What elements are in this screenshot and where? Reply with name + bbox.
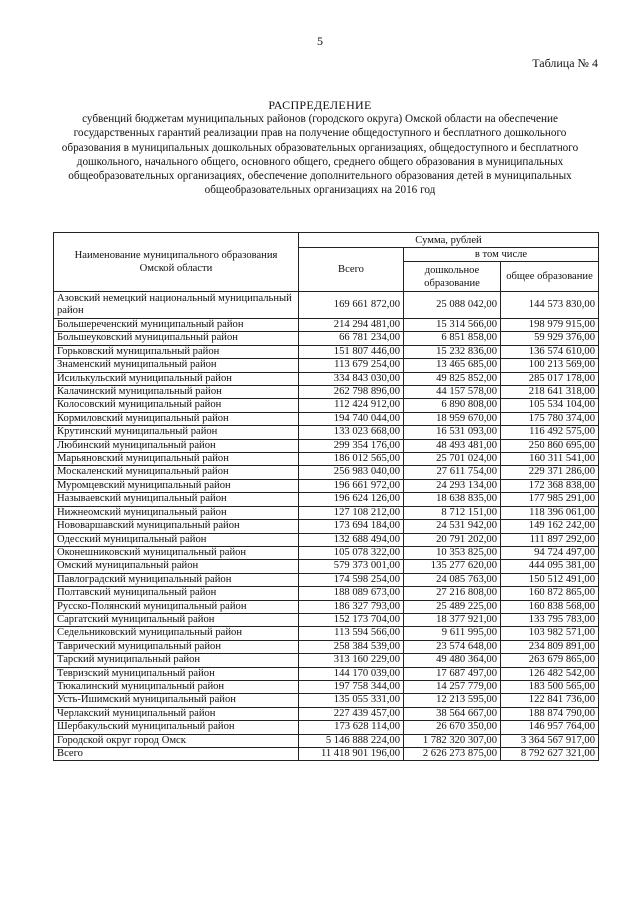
- cell-general: 172 368 838,00: [501, 479, 599, 492]
- cell-preschool: 44 157 578,00: [404, 386, 501, 399]
- cell-preschool: 6 851 858,00: [404, 332, 501, 345]
- table-row: [54, 680, 599, 693]
- cell-general: 118 396 061,00: [501, 506, 599, 519]
- cell-preschool: 23 574 648,00: [404, 640, 501, 653]
- cell-total: 262 798 896,00: [299, 386, 404, 399]
- cell-total: 105 078 322,00: [299, 546, 404, 559]
- cell-total: 5 146 888 224,00: [299, 734, 404, 747]
- header-including: в том числе: [404, 248, 599, 262]
- cell-general: 149 162 242,00: [501, 520, 599, 533]
- cell-district: Седельниковский муниципальный район: [54, 627, 299, 640]
- cell-total: 169 661 872,00: [299, 292, 404, 319]
- cell-district: Одесский муниципальный район: [54, 533, 299, 546]
- cell-total: 196 624 126,00: [299, 493, 404, 506]
- cell-district: Марьяновский муниципальный район: [54, 453, 299, 466]
- cell-total: 334 843 030,00: [299, 372, 404, 385]
- table-row: [54, 520, 599, 533]
- cell-district: Тарский муниципальный район: [54, 654, 299, 667]
- cell-district: Омский муниципальный район: [54, 560, 299, 573]
- cell-district: Любинский муниципальный район: [54, 439, 299, 452]
- cell-preschool: 6 890 808,00: [404, 399, 501, 412]
- cell-general: 229 371 286,00: [501, 466, 599, 479]
- cell-general: 198 979 915,00: [501, 319, 599, 332]
- cell-preschool: 18 377 921,00: [404, 613, 501, 626]
- cell-district: Знаменский муниципальный район: [54, 359, 299, 372]
- table-row: [54, 453, 599, 466]
- table-row: [54, 748, 599, 761]
- table-row: [54, 587, 599, 600]
- cell-district: Тевризский муниципальный район: [54, 667, 299, 680]
- table-row: [54, 372, 599, 385]
- table-row: [54, 319, 599, 332]
- cell-total: 258 384 539,00: [299, 640, 404, 653]
- cell-general: 133 795 783,00: [501, 613, 599, 626]
- cell-preschool: 10 353 825,00: [404, 546, 501, 559]
- cell-preschool: 24 531 942,00: [404, 520, 501, 533]
- cell-total: 113 679 254,00: [299, 359, 404, 372]
- cell-preschool: 135 277 620,00: [404, 560, 501, 573]
- cell-total: 214 294 481,00: [299, 319, 404, 332]
- table-row: [54, 479, 599, 492]
- cell-district: Всего: [54, 748, 299, 761]
- cell-district: Азовский немецкий национальный муниципальный район: [54, 292, 299, 319]
- table-row: [54, 707, 599, 720]
- cell-preschool: 13 465 685,00: [404, 359, 501, 372]
- cell-total: 256 983 040,00: [299, 466, 404, 479]
- cell-general: 105 534 104,00: [501, 399, 599, 412]
- table-row: [54, 399, 599, 412]
- cell-district: Кормиловский муниципальный район: [54, 412, 299, 425]
- cell-preschool: 25 088 042,00: [404, 292, 501, 319]
- table-row: [54, 386, 599, 399]
- cell-district: Усть-Ишимский муниципальный район: [54, 694, 299, 707]
- table-row: [54, 506, 599, 519]
- cell-total: 196 661 972,00: [299, 479, 404, 492]
- cell-preschool: 16 531 093,00: [404, 426, 501, 439]
- cell-general: 144 573 830,00: [501, 292, 599, 319]
- cell-general: 136 574 610,00: [501, 345, 599, 358]
- cell-district: Павлоградский муниципальный район: [54, 573, 299, 586]
- cell-district: Шербакульский муниципальный район: [54, 721, 299, 734]
- cell-preschool: 49 825 852,00: [404, 372, 501, 385]
- cell-general: 285 017 178,00: [501, 372, 599, 385]
- page-number: 5: [317, 34, 323, 48]
- cell-total: 313 160 229,00: [299, 654, 404, 667]
- cell-total: 113 594 566,00: [299, 627, 404, 640]
- cell-district: Крутинский муниципальный район: [54, 426, 299, 439]
- cell-total: 127 108 212,00: [299, 506, 404, 519]
- cell-general: 100 213 569,00: [501, 359, 599, 372]
- cell-general: 175 780 374,00: [501, 412, 599, 425]
- table-row: [54, 734, 599, 747]
- cell-total: 227 439 457,00: [299, 707, 404, 720]
- cell-general: 160 838 568,00: [501, 600, 599, 613]
- cell-preschool: 15 232 836,00: [404, 345, 501, 358]
- cell-preschool: 24 293 134,00: [404, 479, 501, 492]
- table-row: [54, 493, 599, 506]
- cell-preschool: 48 493 481,00: [404, 439, 501, 452]
- table-row: [54, 412, 599, 425]
- cell-district: Москаленский муниципальный район: [54, 466, 299, 479]
- cell-preschool: 20 791 202,00: [404, 533, 501, 546]
- cell-preschool: 25 489 225,00: [404, 600, 501, 613]
- cell-general: 183 500 565,00: [501, 680, 599, 693]
- cell-district: Колосовский муниципальный район: [54, 399, 299, 412]
- cell-general: 146 957 764,00: [501, 721, 599, 734]
- cell-district: Тюкалинский муниципальный район: [54, 680, 299, 693]
- cell-total: 173 628 114,00: [299, 721, 404, 734]
- cell-general: 177 985 291,00: [501, 493, 599, 506]
- header-preschool: дошкольное образование: [404, 262, 501, 292]
- table-row: [54, 439, 599, 452]
- table-row: [54, 667, 599, 680]
- table-row: [54, 560, 599, 573]
- cell-total: 151 807 446,00: [299, 345, 404, 358]
- cell-district: Нововаршавский муниципальный район: [54, 520, 299, 533]
- table-row: [54, 359, 599, 372]
- cell-district: Оконешниковский муниципальный район: [54, 546, 299, 559]
- cell-preschool: 27 216 808,00: [404, 587, 501, 600]
- cell-preschool: 24 085 763,00: [404, 573, 501, 586]
- table-row: [54, 573, 599, 586]
- cell-district: Городской округ город Омск: [54, 734, 299, 747]
- cell-general: 160 311 541,00: [501, 453, 599, 466]
- cell-total: 135 055 331,00: [299, 694, 404, 707]
- cell-general: 3 364 567 917,00: [501, 734, 599, 747]
- table-row: [54, 654, 599, 667]
- cell-district: Большереченский муниципальный район: [54, 319, 299, 332]
- cell-preschool: 15 314 566,00: [404, 319, 501, 332]
- header-name: Наименование муниципального образования Омской области: [54, 233, 299, 292]
- cell-district: Муромцевский муниципальный район: [54, 479, 299, 492]
- table-row: [54, 292, 599, 319]
- cell-district: Русско-Полянский муниципальный район: [54, 600, 299, 613]
- cell-district: Таврический муниципальный район: [54, 640, 299, 653]
- table-row: [54, 627, 599, 640]
- cell-preschool: 12 213 595,00: [404, 694, 501, 707]
- table-row: [54, 466, 599, 479]
- cell-total: 186 327 793,00: [299, 600, 404, 613]
- header-total: Всего: [299, 248, 404, 292]
- cell-preschool: 38 564 667,00: [404, 707, 501, 720]
- cell-preschool: 49 480 364,00: [404, 654, 501, 667]
- cell-general: 122 841 736,00: [501, 694, 599, 707]
- document-subtitle: субвенций бюджетам муниципальных районов (городского округа) Омской области на обеспечение государственных гарантий реализации прав на получение общедоступного и бесплатного дошкольного образования в муниципальных дошкольных образовательных организациях, общедоступного и бесплатного дошкольного, начального общего, основного общего, среднего общего образования в муниципальных общеобразовательных организациях, обеспечение дополнительного образования детей в муниципальных общеобразовательных организациях на 2016 год: [61, 113, 579, 197]
- cell-general: 218 641 318,00: [501, 386, 599, 399]
- cell-general: 116 492 575,00: [501, 426, 599, 439]
- cell-total: 112 424 912,00: [299, 399, 404, 412]
- cell-district: Полтавский муниципальный район: [54, 587, 299, 600]
- cell-district: Исилькульский муниципальный район: [54, 372, 299, 385]
- table-row: [54, 640, 599, 653]
- cell-total: 152 173 704,00: [299, 613, 404, 626]
- cell-district: Черлакский муниципальный район: [54, 707, 299, 720]
- cell-preschool: 18 959 670,00: [404, 412, 501, 425]
- cell-total: 133 023 668,00: [299, 426, 404, 439]
- cell-district: Саргатский муниципальный район: [54, 613, 299, 626]
- cell-general: 160 872 865,00: [501, 587, 599, 600]
- distribution-table: [53, 232, 599, 761]
- cell-district: Горьковский муниципальный район: [54, 345, 299, 358]
- cell-district: Большеуковский муниципальный район: [54, 332, 299, 345]
- table-row: [54, 694, 599, 707]
- cell-total: 66 781 234,00: [299, 332, 404, 345]
- cell-general: 150 512 491,00: [501, 573, 599, 586]
- cell-preschool: 8 712 151,00: [404, 506, 501, 519]
- cell-total: 188 089 673,00: [299, 587, 404, 600]
- cell-general: 8 792 627 321,00: [501, 748, 599, 761]
- cell-district: Нижнеомский муниципальный район: [54, 506, 299, 519]
- cell-preschool: 18 638 835,00: [404, 493, 501, 506]
- table-row: [54, 600, 599, 613]
- table-row: [54, 721, 599, 734]
- cell-preschool: 27 611 754,00: [404, 466, 501, 479]
- cell-total: 11 418 901 196,00: [299, 748, 404, 761]
- cell-total: 299 354 176,00: [299, 439, 404, 452]
- header-sum: Сумма, рублей: [299, 233, 599, 248]
- cell-general: 103 982 571,00: [501, 627, 599, 640]
- cell-total: 174 598 254,00: [299, 573, 404, 586]
- cell-general: 126 482 542,00: [501, 667, 599, 680]
- cell-district: Называевский муниципальный район: [54, 493, 299, 506]
- cell-total: 144 170 039,00: [299, 667, 404, 680]
- table-row: [54, 613, 599, 626]
- cell-general: 234 809 891,00: [501, 640, 599, 653]
- table-row: [54, 426, 599, 439]
- cell-total: 579 373 001,00: [299, 560, 404, 573]
- cell-preschool: 26 670 350,00: [404, 721, 501, 734]
- cell-general: 250 860 695,00: [501, 439, 599, 452]
- cell-general: 59 929 376,00: [501, 332, 599, 345]
- cell-preschool: 25 701 024,00: [404, 453, 501, 466]
- cell-preschool: 9 611 995,00: [404, 627, 501, 640]
- cell-total: 197 758 344,00: [299, 680, 404, 693]
- cell-general: 444 095 381,00: [501, 560, 599, 573]
- table-row: [54, 332, 599, 345]
- table-label: Таблица № 4: [532, 56, 598, 70]
- table-row: [54, 345, 599, 358]
- cell-preschool: 2 626 273 875,00: [404, 748, 501, 761]
- cell-total: 186 012 565,00: [299, 453, 404, 466]
- cell-general: 94 724 497,00: [501, 546, 599, 559]
- cell-preschool: 14 257 779,00: [404, 680, 501, 693]
- cell-district: Калачинский муниципальный район: [54, 386, 299, 399]
- table-row: [54, 533, 599, 546]
- cell-total: 194 740 044,00: [299, 412, 404, 425]
- cell-general: 111 897 292,00: [501, 533, 599, 546]
- cell-total: 173 694 184,00: [299, 520, 404, 533]
- header-general: общее образование: [501, 262, 599, 292]
- cell-preschool: 1 782 320 307,00: [404, 734, 501, 747]
- cell-total: 132 688 494,00: [299, 533, 404, 546]
- table-body: [54, 292, 599, 761]
- cell-preschool: 17 687 497,00: [404, 667, 501, 680]
- cell-general: 188 874 790,00: [501, 707, 599, 720]
- cell-general: 263 679 865,00: [501, 654, 599, 667]
- table-row: [54, 546, 599, 559]
- document-title: РАСПРЕДЕЛЕНИЕ: [268, 98, 372, 112]
